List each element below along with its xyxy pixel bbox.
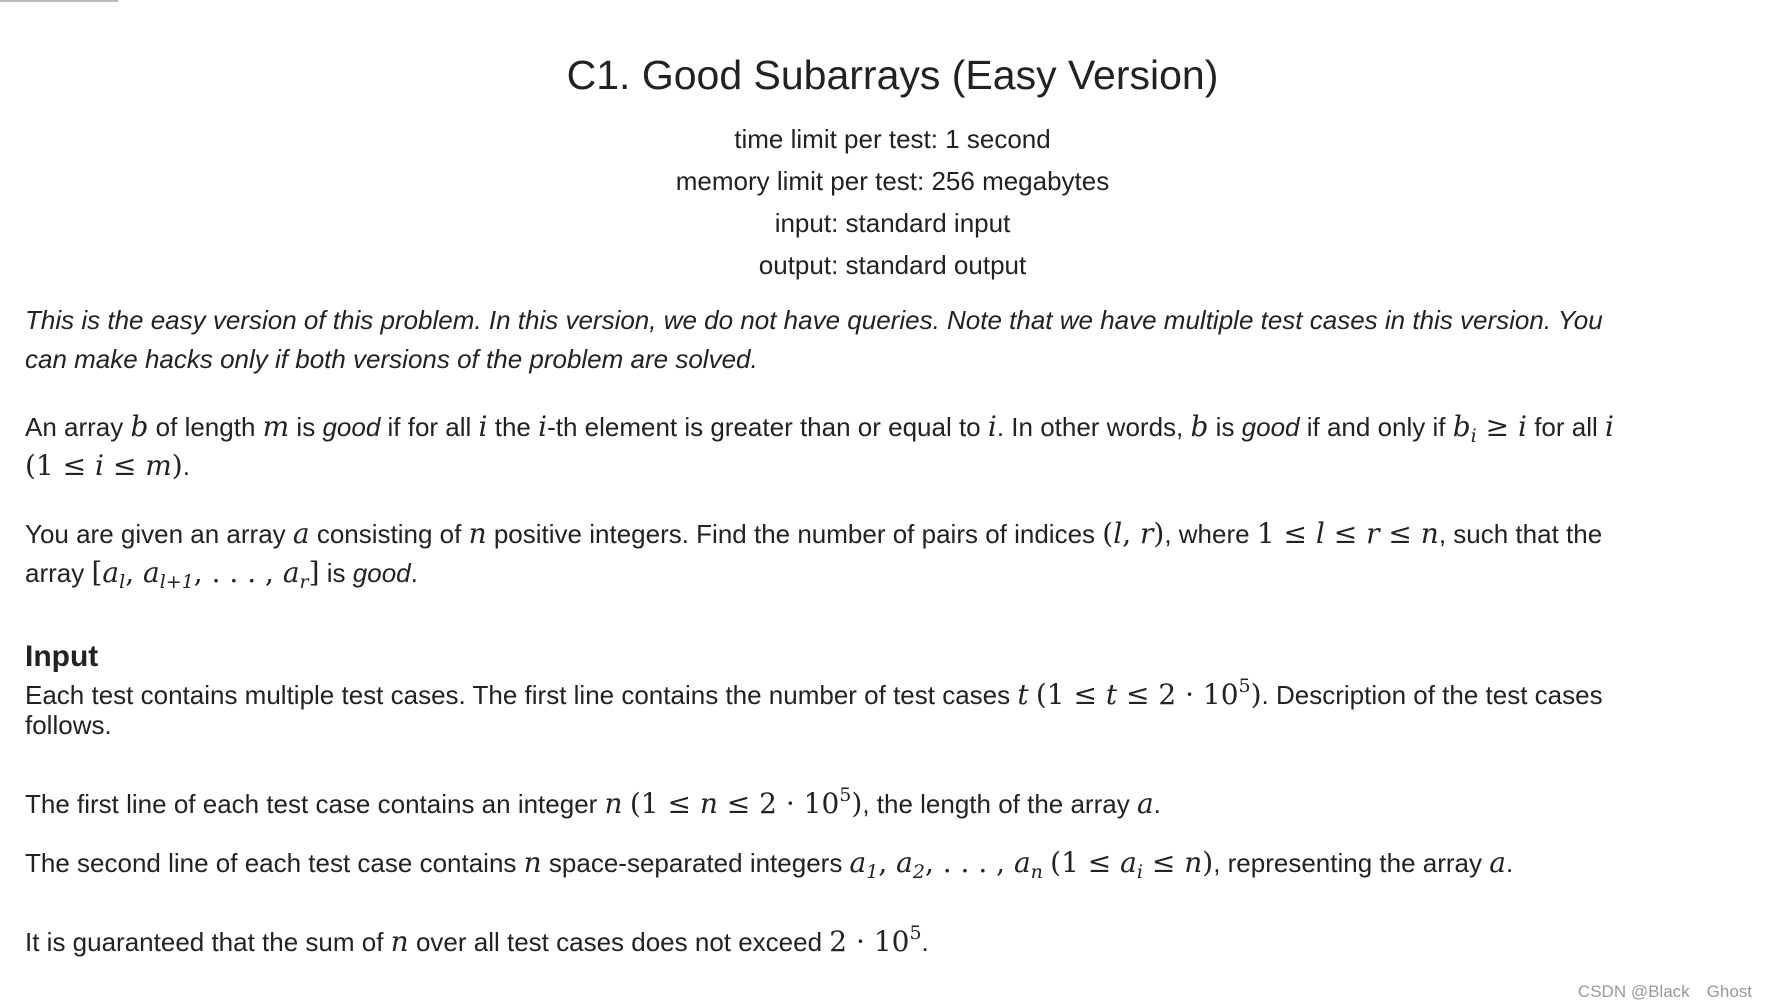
text-run: if for all xyxy=(380,412,479,442)
math-run: 5 xyxy=(909,922,922,944)
math-run: a xyxy=(1136,787,1154,820)
math-run: n xyxy=(1420,517,1439,550)
math-run: , xyxy=(1122,517,1140,550)
math-run: n xyxy=(699,787,718,820)
text-run: consisting of xyxy=(309,519,469,549)
math-run: i xyxy=(538,410,548,443)
math-run: l xyxy=(1113,517,1123,550)
text-run: . xyxy=(182,451,190,481)
math-run: i xyxy=(1518,410,1527,443)
math-run: ) xyxy=(851,787,863,820)
math-run: ≤ xyxy=(1379,517,1421,550)
math-run: 2 xyxy=(912,861,925,883)
math-run: ≤ xyxy=(103,449,146,482)
math-run: 1 ≤ xyxy=(1256,517,1316,550)
statement-line xyxy=(25,411,1614,452)
math-run: (1 ≤ xyxy=(1035,678,1106,711)
text-run: Each test contains multiple test cases. The first line contains the number of test cases xyxy=(25,680,1018,710)
math-run: 5 xyxy=(839,784,852,806)
math-run: (1 ≤ xyxy=(1050,846,1121,879)
math-run: , xyxy=(125,556,143,589)
math-run: , xyxy=(878,846,897,879)
math-run: ) xyxy=(1202,846,1214,879)
text-run: array xyxy=(25,558,92,588)
math-run: l xyxy=(1315,517,1325,550)
text-run: -th element is greater than or equal to xyxy=(547,412,988,442)
math-run: a xyxy=(1120,846,1137,879)
math-run: m xyxy=(145,449,172,482)
text-run: space-separated integers xyxy=(541,848,850,878)
math-run: a xyxy=(1013,846,1031,879)
statement-line xyxy=(25,450,190,482)
input-heading: Input xyxy=(25,640,99,673)
math-run: a xyxy=(143,556,160,589)
scroll-indicator xyxy=(0,0,118,2)
math-run: [ xyxy=(91,556,103,589)
math-run: a xyxy=(282,556,300,589)
text-run: if and only if xyxy=(1299,412,1453,442)
math-run: ≤ 2 · 10 xyxy=(1117,678,1239,711)
math-run: a xyxy=(292,517,310,550)
text-run: . Description of the test cases xyxy=(1261,680,1603,710)
statement-line xyxy=(25,518,1602,550)
text-run: the xyxy=(487,412,539,442)
emphasis: good xyxy=(352,558,411,588)
math-run: i xyxy=(95,449,104,482)
math-run: ( xyxy=(1102,517,1114,550)
math-run: 2 · 10 xyxy=(829,925,910,958)
math-run: l xyxy=(119,571,126,593)
input-spec: input: standard input xyxy=(774,208,1011,238)
text-run: The first line of each test case contains an integer xyxy=(25,789,605,819)
math-run: ≥ xyxy=(1476,410,1518,443)
math-run: a xyxy=(1489,846,1506,879)
text-run: follows. xyxy=(25,710,112,740)
text-run: . xyxy=(1505,848,1514,878)
math-run: t xyxy=(1105,678,1118,711)
math-run: m xyxy=(262,410,290,443)
text-run: , representing the array xyxy=(1213,848,1490,878)
text-run: . xyxy=(1153,789,1161,819)
math-run: , . . . , xyxy=(193,556,283,589)
text-run: The second line of each test case contains xyxy=(25,848,524,878)
text-run: is xyxy=(289,412,323,442)
math-run: ) xyxy=(1250,678,1262,711)
statement-line xyxy=(25,670,1603,711)
emphasis: good xyxy=(322,412,381,442)
emphasis: good xyxy=(1241,412,1300,442)
math-run: 5 xyxy=(1238,675,1251,697)
math-run: r xyxy=(1366,517,1380,550)
math-run: i xyxy=(1470,425,1477,447)
math-run: i xyxy=(1136,861,1143,883)
output-spec: output: standard output xyxy=(758,250,1027,280)
text-run: It is guaranteed that the sum of xyxy=(25,927,391,957)
math-run: b xyxy=(1452,410,1471,443)
math-run: n xyxy=(468,517,487,550)
memory-limit: memory limit per test: 256 megabytes xyxy=(675,166,1110,196)
text-run: positive integers. Find the number of pairs of indices xyxy=(486,519,1103,549)
statement-line xyxy=(25,917,929,958)
math-run: n xyxy=(1184,846,1203,879)
time-limit: time limit per test: 1 second xyxy=(734,124,1051,154)
problem-title: C1. Good Subarrays (Easy Version) xyxy=(566,52,1219,98)
math-run: (1 ≤ xyxy=(25,449,95,482)
math-run: b xyxy=(130,410,149,443)
math-run: t xyxy=(1017,678,1029,711)
math-run: b xyxy=(1190,410,1209,443)
math-run: n xyxy=(604,787,623,820)
text-run: , the length of the array xyxy=(862,789,1137,819)
text-run: , such that the xyxy=(1438,519,1603,549)
statement-line xyxy=(25,557,418,598)
text-run: of length xyxy=(148,412,263,442)
watermark: CSDN @Black Ghost xyxy=(1577,982,1752,1001)
math-run: a xyxy=(849,846,867,879)
math-run: i xyxy=(478,410,488,443)
text-run: for all xyxy=(1526,412,1605,442)
math-run: ≤ xyxy=(1324,517,1367,550)
text-run: . xyxy=(410,558,418,588)
text-run: is xyxy=(319,558,353,588)
math-run: n xyxy=(523,846,542,879)
math-run: r xyxy=(299,571,309,593)
statement-line xyxy=(25,304,1603,336)
math-run: (1 ≤ xyxy=(629,787,700,820)
statement-line xyxy=(25,709,112,741)
math-run: i xyxy=(987,410,997,443)
math-run: 1 xyxy=(866,861,879,883)
text-run: is xyxy=(1208,412,1242,442)
math-run: r xyxy=(1140,517,1154,550)
math-run: ) xyxy=(1153,517,1165,550)
math-run: a xyxy=(102,556,120,589)
math-run: i xyxy=(1605,410,1614,443)
math-run: l+1 xyxy=(159,571,194,593)
text-run: can make hacks only if both versions of the problem are solved. xyxy=(25,344,758,374)
math-run: n xyxy=(390,925,409,958)
text-run: . In other words, xyxy=(996,412,1191,442)
text-run xyxy=(1029,680,1036,710)
text-run: This is the easy version of this problem. In this version, we do not have queries. Note that we have multiple test cases in this version. You xyxy=(25,305,1603,335)
math-run: ] xyxy=(308,556,320,589)
text-run: over all test cases does not exceed xyxy=(408,927,830,957)
statement-line xyxy=(25,847,1513,888)
math-run: ) xyxy=(171,449,183,482)
math-run: n xyxy=(1030,861,1043,883)
text-run: You are given an array xyxy=(25,519,293,549)
math-run: ≤ xyxy=(1142,846,1185,879)
statement-line xyxy=(25,779,1161,820)
math-run: , . . . , xyxy=(924,846,1014,879)
statement-line xyxy=(25,343,758,375)
text-run: . xyxy=(921,927,929,957)
text-run xyxy=(623,789,630,819)
math-run: ≤ 2 · 10 xyxy=(717,787,840,820)
text-run: An array xyxy=(25,412,131,442)
math-run: a xyxy=(896,846,913,879)
text-run: , where xyxy=(1164,519,1257,549)
